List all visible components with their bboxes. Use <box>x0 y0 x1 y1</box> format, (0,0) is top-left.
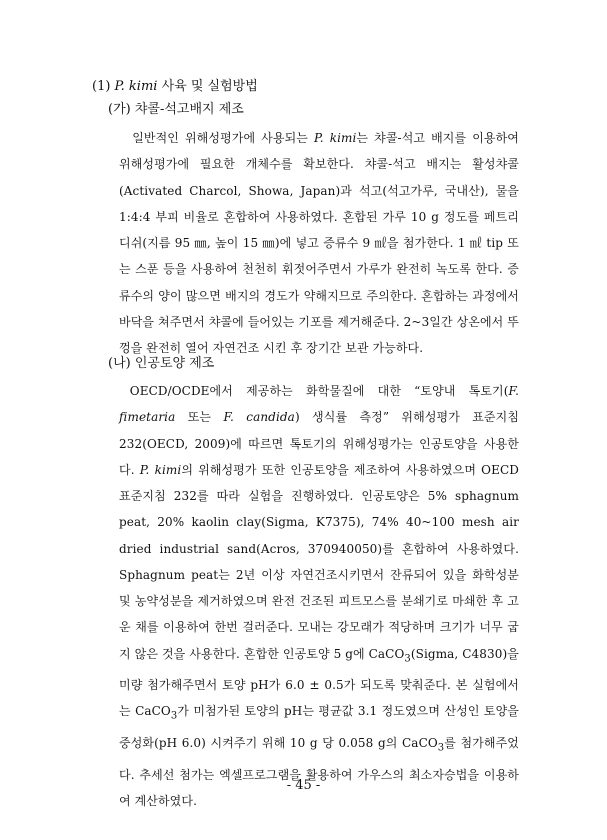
paragraph-b-text-5: (Sigma, C4830)을 미량 첨가해주면서 토양 pH가 6.0 ± 0.5가 되도록 맞춰준다. 본 실험에서는 CaCO <box>119 646 519 719</box>
paragraph-b-text-3: ) 생식률 측정” 위해성평가 표준지침 232(OECD, 2009)에 따르면 톡토기의 위해성평가는 인공토양을 사용한다. <box>119 410 520 477</box>
heading-species-name: P. kimi <box>114 79 158 94</box>
heading-rest: 사육 및 실험방법 <box>157 79 258 94</box>
page-number: - 45 - <box>286 778 321 793</box>
paragraph-b-text-6: 가 미첨가된 토양의 pH는 평균값 3.1 정도였으며 산성인 토양을 중성화(pH 6.0) 시켜주기 위해 10 g 당 0.058 g의 CaCO <box>119 704 519 751</box>
paragraph-b-text-4: 의 위해성평가 또한 인공토양을 제조하여 사용하였으며 OECD 표준지침 232를 따라 실험을 진행하였다. 인공토양은 5% sphagnum peat, 20% kaolin clay(Sigma, K7375), 74% 40~100 mesh air dried industrial sand(Acros, 370940050)를 혼합하여 사용하였다. Sphagnum peat는 2년 이상 자연건조시키면서 잔류되어 있을 화학성분 및 농약성분을 제거하였으며 완전 건조된 피트모스를 분쇄기로 마쇄한 후 고운 채를 이용하여 한번 걸러준다. 모내는 강모래가 적당하며 크기가 너무 굽지 않은 것을 사용한다. 혼합한 인공토양 5 g에 CaCO <box>119 462 519 661</box>
paragraph-b-species-kimi: P. kimi <box>139 462 182 477</box>
section-heading <box>92 78 258 96</box>
subsection-a-title: (가) 챠콜-석고배지 제조 <box>108 102 244 117</box>
subsection-b-paragraph <box>119 378 519 814</box>
heading-prefix: (1) <box>92 79 115 94</box>
caco3-subscript-3: 3 <box>437 742 445 754</box>
paragraph-b-text-7: 를 첨가해주었다. 추세선 첨가는 엑셀프로그램을 활용하여 가우스의 최소자승법을 이용하여 계산하였다. <box>119 736 519 808</box>
paragraph-b-species-candida: F. candida <box>223 410 295 425</box>
paragraph-a-species-name: P. kimi <box>314 131 357 145</box>
subsection-a-paragraph <box>119 125 519 361</box>
paragraph-a-text-1: 일반적인 위해성평가에 사용되는 <box>132 131 314 145</box>
paragraph-b-species-fimetaria: F. fimetaria <box>119 384 519 425</box>
subsection-b-title: (나) 인공토양 제조 <box>108 356 215 371</box>
caco3-subscript-2: 3 <box>170 710 178 722</box>
caco3-subscript-1: 3 <box>404 652 411 664</box>
paragraph-a-text-2: 는 챠콜-석고 배지를 이용하여 위해성평가에 필요한 개체수를 확보한다. 챠콜-석고 배지는 활성챠콜(Activated Charcol, Showa, Japan)과 석고(석고가루, 국내산), 물을 1:4:4 부피 비율로 혼합하여 사용하였다. 혼합된 가루 10 g 정도를 페트리디쉬(지름 95 ㎜, 높이 15 ㎜)에 넣고 증류수 9 ㎖을 첨가한다. 1 ㎖ tip 또는 스푼 등을 사용하여 천천히 휘젓어주면서 가루가 완전히 녹도록 한다. 증류수의 양이 많으면 배지의 경도가 약해지므로 주의한다. 혼합하는 과정에서 바닥을 쳐주면서 챠콜에 들어있는 기포를 제거해준다. 2~3일간 상온에서 뚜껑을 완전히 열어 자연건조 시킨 후 장기간 보관 가능하다. <box>119 131 519 355</box>
paragraph-b-text-1: OECD/OCDE에서 제공하는 화학물질에 대한 “토양내 톡토기( <box>129 384 509 398</box>
paragraph-b-text-2: 또는 <box>175 410 224 425</box>
